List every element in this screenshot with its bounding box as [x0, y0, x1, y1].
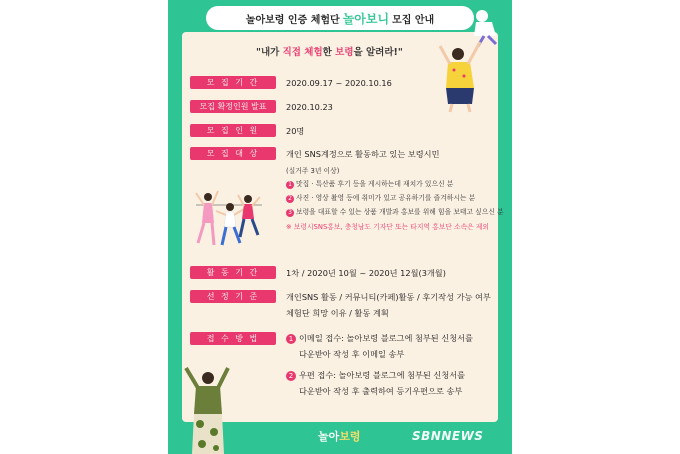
- cheering-woman-illustration: [438, 6, 510, 114]
- value-target: 개인 SNS계정으로 활동하고 있는 보령시민: [286, 149, 440, 159]
- footer-logo-a: 놀아: [318, 430, 340, 443]
- cheering-man-illustration: [182, 362, 234, 454]
- item-number: 1: [286, 334, 296, 344]
- poster-title: [206, 6, 474, 30]
- label-activity: 활 동 기 간: [190, 266, 276, 279]
- target-note: ※ 보령시SNS홍보, 충청남도 기자단 또는 타지역 홍보단 소속은 제외: [286, 223, 489, 231]
- apply-item-1-cont: 다운받아 작성 후 이메일 송부: [299, 349, 405, 359]
- item-text: 사진 · 영상 촬영 등에 취미가 있고 공유하기를 즐겨하시는 분: [296, 194, 476, 202]
- item-text: 이메일 접수: 놀아보령 블로그에 첨부된 신청서를: [299, 333, 473, 343]
- slogan-close: 을 알려라!": [353, 47, 403, 58]
- label-period: 모 집 기 간: [190, 76, 276, 89]
- label-target: 모 집 대 상: [190, 147, 276, 160]
- title-pre: 놀아보령 인증 체험단: [245, 14, 340, 26]
- label-criteria: 선 정 기 준: [190, 290, 276, 303]
- value-announce: 2020.10.23: [286, 102, 333, 112]
- item-text: 맛집 · 특산품 후기 등을 게시하는데 재치가 있으신 분: [296, 180, 454, 188]
- value-activity: 1차 / 2020년 10월 ~ 2020년 12월(3개월): [286, 268, 446, 278]
- value-criteria-1: 개인SNS 활동 / 커뮤니티(카페)활동 / 후기작성 가능 여부: [286, 292, 491, 302]
- target-item-3: [286, 206, 504, 217]
- title-brand: 놀아보니: [342, 11, 390, 26]
- apply-item-2-cont: 다운받아 작성 후 출력하여 등기우편으로 송부: [299, 386, 463, 396]
- jumping-people-illustration: [192, 185, 266, 255]
- title-post: 모집 안내: [392, 14, 435, 26]
- slogan-open: "내가: [256, 47, 283, 58]
- slogan: [256, 44, 403, 58]
- poster: [168, 0, 512, 454]
- apply-item-2: [286, 370, 465, 381]
- item-number: 2: [286, 195, 294, 203]
- slogan-emph-2: 보령: [335, 47, 354, 58]
- item-number: 1: [286, 181, 294, 189]
- value-period: 2020.09.17 ~ 2020.10.16: [286, 78, 392, 88]
- target-item-1: [286, 178, 453, 189]
- footer-logo: [318, 428, 361, 444]
- item-number: 3: [286, 209, 294, 217]
- label-announce: 모집 확정인원 발표: [190, 100, 276, 113]
- label-apply: 접 수 방 법: [190, 332, 276, 345]
- target-item-2: [286, 192, 475, 203]
- watermark: SBNNEWS: [412, 429, 484, 443]
- value-count: 20명: [286, 126, 305, 136]
- apply-item-1: [286, 333, 473, 344]
- item-text: 우편 접수: 놀아보령 블로그에 첨부된 신청서를: [299, 370, 466, 380]
- footer-logo-b: 보령: [339, 430, 361, 443]
- slogan-mid: 한: [322, 47, 336, 58]
- label-count: 모 집 인 원: [190, 124, 276, 137]
- item-text: 보령을 대표할 수 있는 상품 개발과 홍보를 위해 힘을 보태고 싶으신 분: [296, 208, 504, 216]
- value-criteria-2: 체험단 희망 이유 / 활동 계획: [286, 308, 389, 318]
- item-number: 2: [286, 371, 296, 381]
- slogan-emph-1: 직접 체험: [282, 47, 323, 58]
- target-sub: (실거주 3년 이상): [286, 167, 340, 175]
